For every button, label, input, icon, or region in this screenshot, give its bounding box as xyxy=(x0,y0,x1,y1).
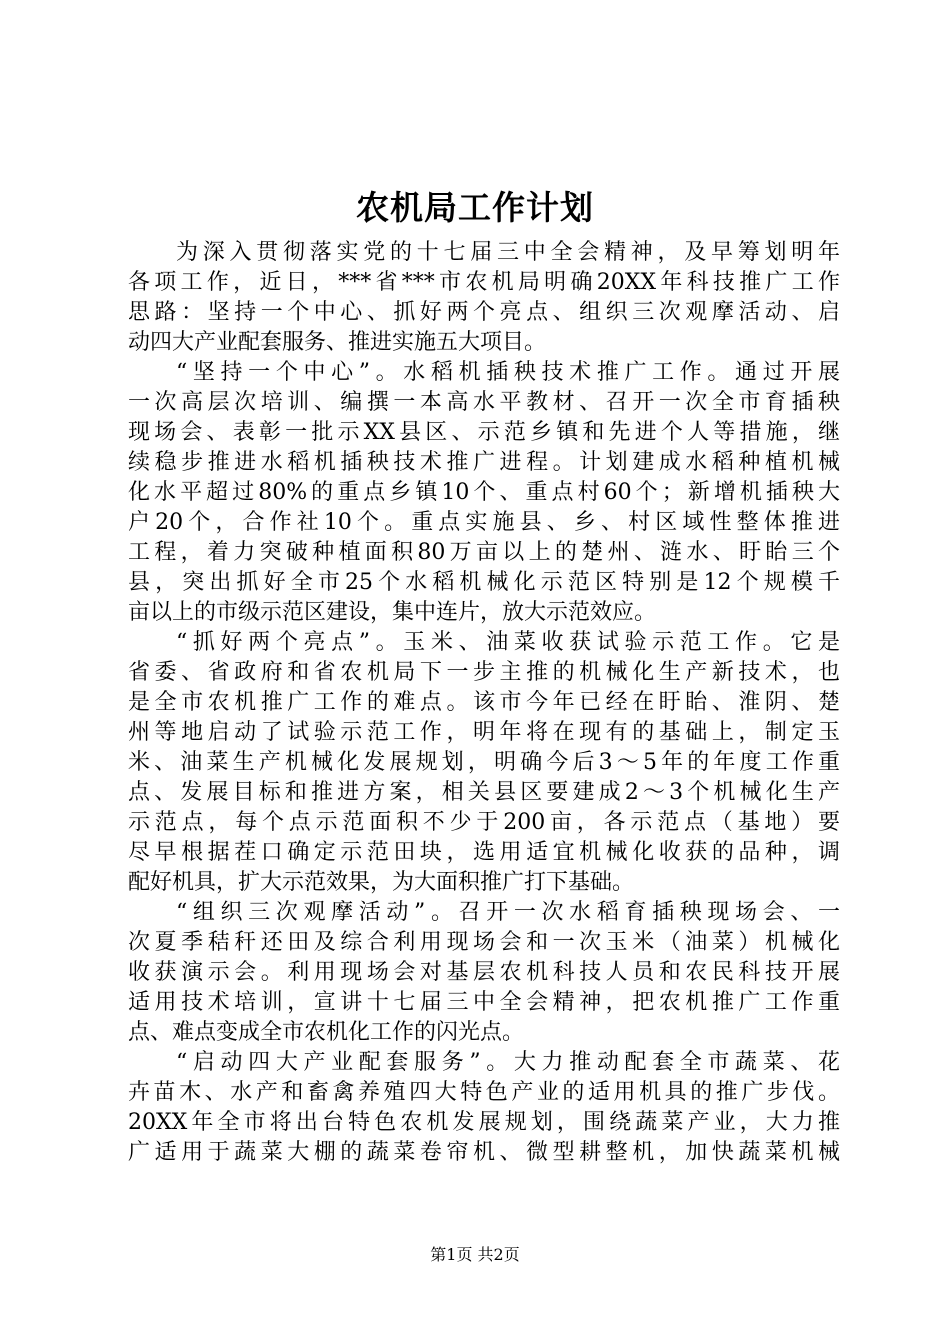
body-text-line: 示范点，每个点示范面积不少于200亩，各示范点（基地）要 xyxy=(128,810,840,835)
body-text-line: 卉苗木、水产和畜禽养殖四大特色产业的适用机具的推广步伐。 xyxy=(128,1080,840,1105)
body-text-line: 州等地启动了试验示范工作，明年将在现有的基础上，制定玉 xyxy=(128,720,840,745)
body-text-line: 20XX年全市将出台特色农机发展规划，围绕蔬菜产业，大力推 xyxy=(128,1110,840,1135)
body-text-line: 思路：坚持一个中心、抓好两个亮点、组织三次观摩活动、启 xyxy=(128,300,840,325)
body-text-line: 续稳步推进水稻机插秧技术推广进程。计划建成水稻种植机械 xyxy=(128,450,840,475)
body-text-line: 米、油菜生产机械化发展规划，明确今后3～5年的年度工作重 xyxy=(128,750,840,775)
body-text-line: “启动四大产业配套服务”。大力推动配套全市蔬菜、花 xyxy=(176,1050,840,1075)
body-text-line: 点、难点变成全市农机化工作的闪光点。 xyxy=(128,1020,525,1045)
body-text-line: 工程，着力突破种植面积80万亩以上的楚州、涟水、盱眙三个 xyxy=(128,540,840,565)
body-text-line: 县，突出抓好全市25个水稻机械化示范区特别是12个规模千 xyxy=(128,570,840,595)
body-text-line: 为深入贯彻落实党的十七届三中全会精神，及早筹划明年 xyxy=(176,240,840,265)
body-text-line: 各项工作，近日，***省***市农机局明确20XX年科技推广工作 xyxy=(128,270,840,295)
body-text-line: 是全市农机推广工作的难点。该市今年已经在盱眙、淮阴、楚 xyxy=(128,690,840,715)
body-text-line: 尽早根据茬口确定示范田块，选用适宜机械化收获的品种，调 xyxy=(128,840,840,865)
page-footer: 第1页 共2页 xyxy=(430,1245,520,1264)
body-text-line: 省委、省政府和省农机局下一步主推的机械化生产新技术，也 xyxy=(128,660,840,685)
body-text-line: 一次高层次培训、编撰一本高水平教材、召开一次全市育插秧 xyxy=(128,390,840,415)
body-text-line: 户20个，合作社10个。重点实施县、乡、村区域性整体推进 xyxy=(128,510,840,535)
document-body xyxy=(128,238,840,1168)
document-title: 农机局工作计划 xyxy=(356,188,594,227)
body-text-line: 适用技术培训，宣讲十七届三中全会精神，把农机推广工作重 xyxy=(128,990,840,1015)
body-text-line: 点、发展目标和推进方案，相关县区要建成2～3个机械化生产 xyxy=(128,780,840,805)
body-text-line: 广适用于蔬菜大棚的蔬菜卷帘机、微型耕整机，加快蔬菜机械 xyxy=(128,1140,840,1165)
body-text-line: “坚持一个中心”。水稻机插秧技术推广工作。通过开展 xyxy=(176,360,840,385)
body-text-line: “组织三次观摩活动”。召开一次水稻育插秧现场会、一 xyxy=(176,900,840,925)
body-text-line: 收获演示会。利用现场会对基层农机科技人员和农民科技开展 xyxy=(128,960,840,985)
body-text-line: 亩以上的市级示范区建设，集中连片，放大示范效应。 xyxy=(128,600,657,625)
body-text-line: 化水平超过80%的重点乡镇10个、重点村60个；新增机插秧大 xyxy=(128,480,840,505)
body-text-line: “抓好两个亮点”。玉米、油菜收获试验示范工作。它是 xyxy=(176,630,840,655)
body-text-line: 动四大产业配套服务、推进实施五大项目。 xyxy=(128,330,547,355)
body-text-line: 现场会、表彰一批示XX县区、示范乡镇和先进个人等措施，继 xyxy=(128,420,840,445)
body-text-line: 配好机具，扩大示范效果，为大面积推广打下基础。 xyxy=(128,870,635,895)
body-text-line: 次夏季秸秆还田及综合利用现场会和一次玉米（油菜）机械化 xyxy=(128,930,840,955)
